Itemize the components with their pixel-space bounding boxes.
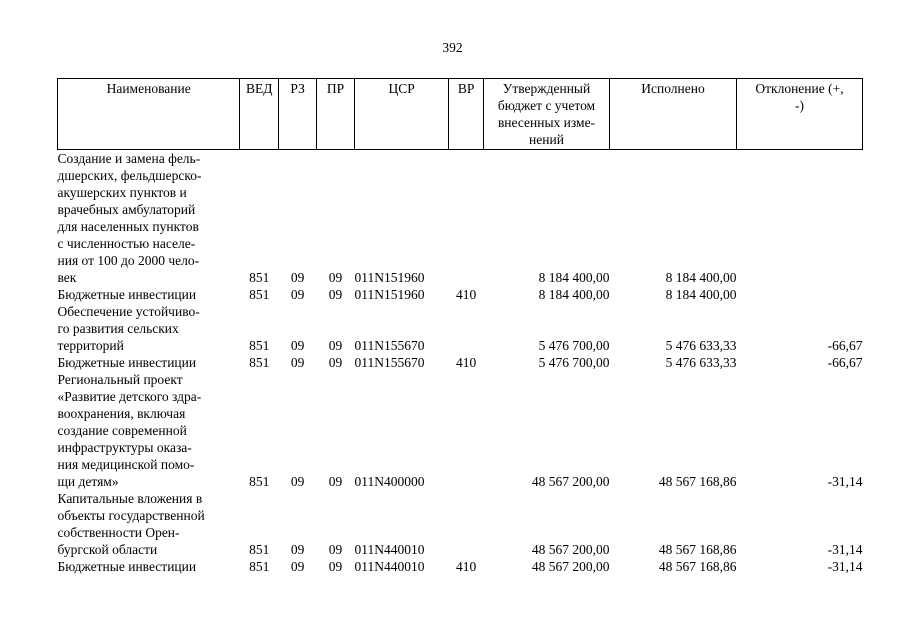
cell-deviation xyxy=(736,286,862,303)
cell-vr xyxy=(449,371,484,490)
cell-name-line: Бюджетные инвестиции xyxy=(57,287,197,302)
cell-name xyxy=(58,371,240,490)
cell-pr: 09 xyxy=(328,355,343,370)
cell-name-line: инфраструктуры оказа- xyxy=(57,440,192,455)
cell-ved: 851 xyxy=(249,287,270,302)
cell-vr: 410 xyxy=(455,355,477,370)
cell-vr: 410 xyxy=(455,287,477,302)
cell-name-line: акушерских пунктов и xyxy=(57,185,187,200)
cell-vr xyxy=(449,303,484,354)
cell-deviation: -31,14 xyxy=(827,474,863,489)
cell-approved: 5 476 700,00 xyxy=(538,355,610,370)
cell-csr: 011N400000 xyxy=(354,474,425,489)
cell-executed: 48 567 168,86 xyxy=(658,559,737,574)
cell-executed: 8 184 400,00 xyxy=(665,270,737,285)
table-body xyxy=(58,150,863,576)
column-header-executed: Исполнено xyxy=(609,79,736,150)
cell-pr: 09 xyxy=(328,270,343,285)
cell-name-line: ния от 100 до 2000 чело- xyxy=(57,253,200,268)
cell-rz: 09 xyxy=(290,287,305,302)
cell-name-line: для населенных пунктов xyxy=(57,219,199,234)
cell-name-line: бургской области xyxy=(57,542,158,557)
cell-rz: 09 xyxy=(290,542,305,557)
column-header-name: Наименование xyxy=(58,79,240,150)
column-header-deviation: Отклонение (+, -) xyxy=(736,79,862,150)
cell-deviation: -31,14 xyxy=(827,542,863,557)
cell-rz: 09 xyxy=(290,559,305,574)
cell-name-line: создание современной xyxy=(57,423,187,438)
cell-approved: 5 476 700,00 xyxy=(538,338,610,353)
column-header-rz: РЗ xyxy=(279,79,317,150)
cell-vr: 410 xyxy=(455,559,477,574)
table-row xyxy=(58,150,863,287)
table-header xyxy=(58,79,863,150)
cell-executed: 8 184 400,00 xyxy=(665,287,737,302)
cell-rz: 09 xyxy=(290,338,305,353)
table-row xyxy=(58,303,863,354)
cell-approved: 48 567 200,00 xyxy=(531,542,610,557)
cell-vr xyxy=(449,150,484,287)
cell-executed: 5 476 633,33 xyxy=(665,338,737,353)
cell-name-line: Региональный проект xyxy=(57,372,183,387)
cell-name xyxy=(58,286,240,303)
cell-name-line: Бюджетные инвестиции xyxy=(57,559,197,574)
budget-table xyxy=(57,78,863,575)
cell-name-line: Создание и замена фель- xyxy=(57,151,201,166)
table-row xyxy=(58,354,863,371)
cell-name-line: врачебных амбулаторий xyxy=(57,202,196,217)
column-header-approved: Утвержденный бюджет с учетом внесенных изме-нений xyxy=(484,79,610,150)
cell-ved: 851 xyxy=(249,542,270,557)
column-header-ved: ВЕД xyxy=(240,79,279,150)
cell-name-line: Капитальные вложения в xyxy=(57,491,203,506)
column-header-vr: ВР xyxy=(449,79,484,150)
cell-rz: 09 xyxy=(290,270,305,285)
cell-name-line: го развития сельских xyxy=(57,321,179,336)
cell-name-line: ния медицинской помо- xyxy=(57,457,195,472)
cell-name-line: с численностью населе- xyxy=(57,236,196,251)
cell-name-line: век xyxy=(57,270,77,285)
cell-csr: 011N440010 xyxy=(354,559,425,574)
column-header-csr: ЦСР xyxy=(354,79,448,150)
cell-ved: 851 xyxy=(249,355,270,370)
cell-ved: 851 xyxy=(249,559,270,574)
cell-csr: 011N155670 xyxy=(354,338,425,353)
cell-pr: 09 xyxy=(328,287,343,302)
cell-name xyxy=(58,354,240,371)
cell-rz: 09 xyxy=(290,355,305,370)
cell-name-line: воохранения, включая xyxy=(57,406,186,421)
cell-deviation: -66,67 xyxy=(827,355,863,370)
cell-name-line: дшерских, фельдшерско- xyxy=(57,168,202,183)
cell-name-line: щи детям» xyxy=(57,474,119,489)
cell-name-line: Бюджетные инвестиции xyxy=(57,355,197,370)
page-number: 392 xyxy=(442,40,463,55)
table-row xyxy=(58,371,863,490)
cell-pr: 09 xyxy=(328,338,343,353)
cell-name xyxy=(58,150,240,287)
table-row xyxy=(58,558,863,575)
cell-approved: 8 184 400,00 xyxy=(538,287,610,302)
cell-name xyxy=(58,490,240,558)
cell-approved: 48 567 200,00 xyxy=(531,474,610,489)
cell-deviation: -66,67 xyxy=(827,338,863,353)
column-header-pr: ПР xyxy=(317,79,355,150)
cell-ved: 851 xyxy=(249,270,270,285)
cell-csr: 011N155670 xyxy=(354,355,425,370)
cell-name-line: территорий xyxy=(57,338,124,353)
cell-name-line: «Развитие детского здра- xyxy=(57,389,202,404)
cell-name-line: Обеспечение устойчиво- xyxy=(57,304,200,319)
cell-ved: 851 xyxy=(249,338,270,353)
cell-pr: 09 xyxy=(328,474,343,489)
cell-pr: 09 xyxy=(328,559,343,574)
cell-name xyxy=(58,303,240,354)
cell-deviation: -31,14 xyxy=(827,559,863,574)
table-row xyxy=(58,490,863,558)
cell-csr: 011N151960 xyxy=(354,270,425,285)
cell-approved: 8 184 400,00 xyxy=(538,270,610,285)
cell-vr xyxy=(449,490,484,558)
cell-pr: 09 xyxy=(328,542,343,557)
cell-ved: 851 xyxy=(249,474,270,489)
cell-name xyxy=(58,558,240,575)
cell-approved: 48 567 200,00 xyxy=(531,559,610,574)
cell-executed: 48 567 168,86 xyxy=(658,474,737,489)
cell-csr: 011N440010 xyxy=(354,542,425,557)
cell-rz: 09 xyxy=(290,474,305,489)
cell-executed: 5 476 633,33 xyxy=(665,355,737,370)
cell-csr: 011N151960 xyxy=(354,287,425,302)
cell-deviation xyxy=(736,150,862,287)
cell-name-line: собственности Орен- xyxy=(57,525,180,540)
cell-executed: 48 567 168,86 xyxy=(658,542,737,557)
cell-name-line: объекты государственной xyxy=(57,508,205,523)
table-row xyxy=(58,286,863,303)
